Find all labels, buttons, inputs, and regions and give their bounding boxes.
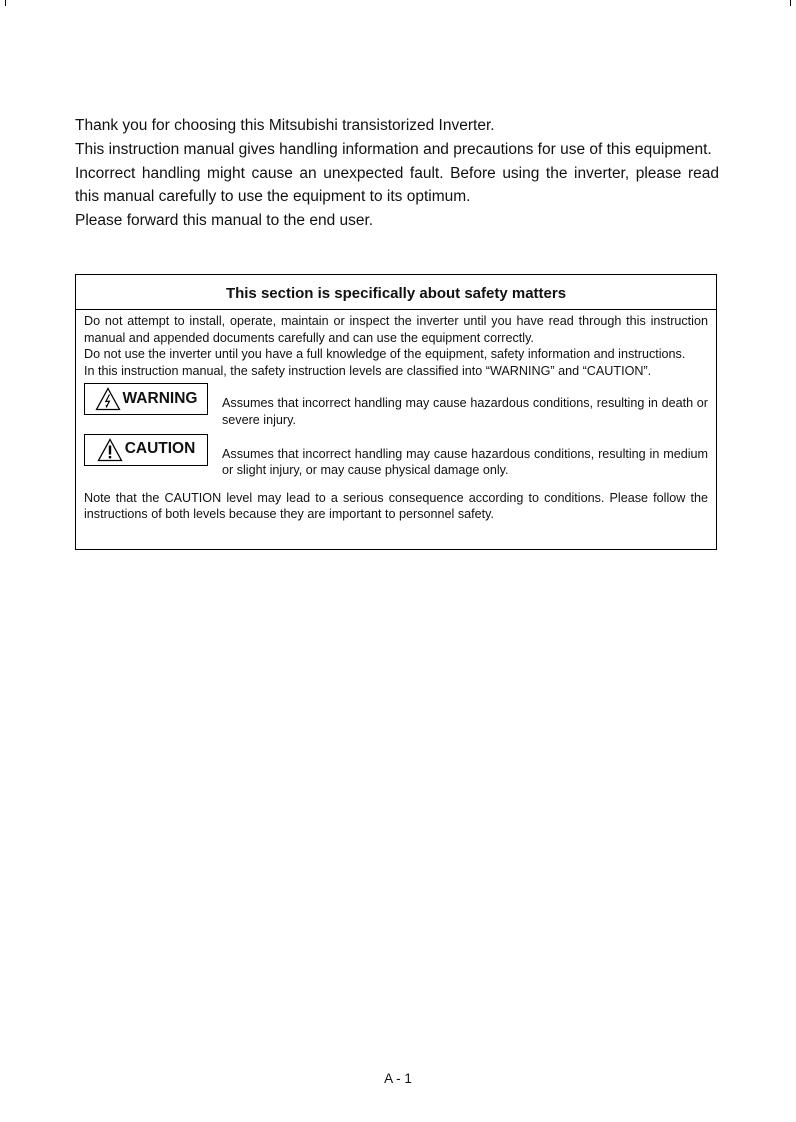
warning-label: WARNING <box>122 390 198 408</box>
caution-level-row <box>84 434 708 479</box>
intro-paragraph: Please forward this manual to the end user. <box>75 212 374 230</box>
caution-description: Assumes that incorrect handling may cause hazardous conditions, resulting in medium or slight injury, or may cause physical damage only. <box>222 446 708 478</box>
safety-section-body <box>76 310 716 523</box>
safety-section-title: This section is specifically about safety matters <box>76 275 716 310</box>
safety-section-box <box>75 274 717 550</box>
safety-note: Note that the CAUTION level may lead to a serious consequence according to conditions. Please follow the instructions of both levels because they are important to personnel safety. <box>84 490 708 522</box>
safety-paragraph: In this instruction manual, the safety instruction levels are classified into “WARNING” and “CAUTION”. <box>84 363 652 378</box>
intro-paragraph: Thank you for choosing this Mitsubishi transistorized Inverter. <box>75 117 495 134</box>
warning-level-row <box>84 383 708 428</box>
intro-text <box>75 114 719 233</box>
electric-hazard-triangle-icon <box>95 387 121 411</box>
safety-paragraph: Do not use the inverter until you have a full knowledge of the equipment, safety information and instructions. <box>84 347 686 362</box>
crop-mark-right <box>790 0 791 6</box>
warning-badge <box>84 383 208 415</box>
page-number: A - 1 <box>384 1071 412 1086</box>
caution-badge <box>84 434 208 466</box>
exclamation-triangle-icon <box>97 438 123 462</box>
intro-paragraph: Incorrect handling might cause an unexpected fault. Before using the inverter, please read this manual carefully to use the equipment to its optimum. <box>75 164 719 206</box>
intro-paragraph: This instruction manual gives handling information and precautions for use of this equipment. <box>75 140 712 158</box>
crop-mark-left <box>5 0 6 6</box>
safety-paragraph: Do not attempt to install, operate, maintain or inspect the inverter until you have read through this instruction manual and appended documents carefully and can use the equipment correctly. <box>84 314 708 345</box>
warning-description: Assumes that incorrect handling may cause hazardous conditions, resulting in death or severe injury. <box>222 396 708 427</box>
caution-label: CAUTION <box>124 440 196 458</box>
